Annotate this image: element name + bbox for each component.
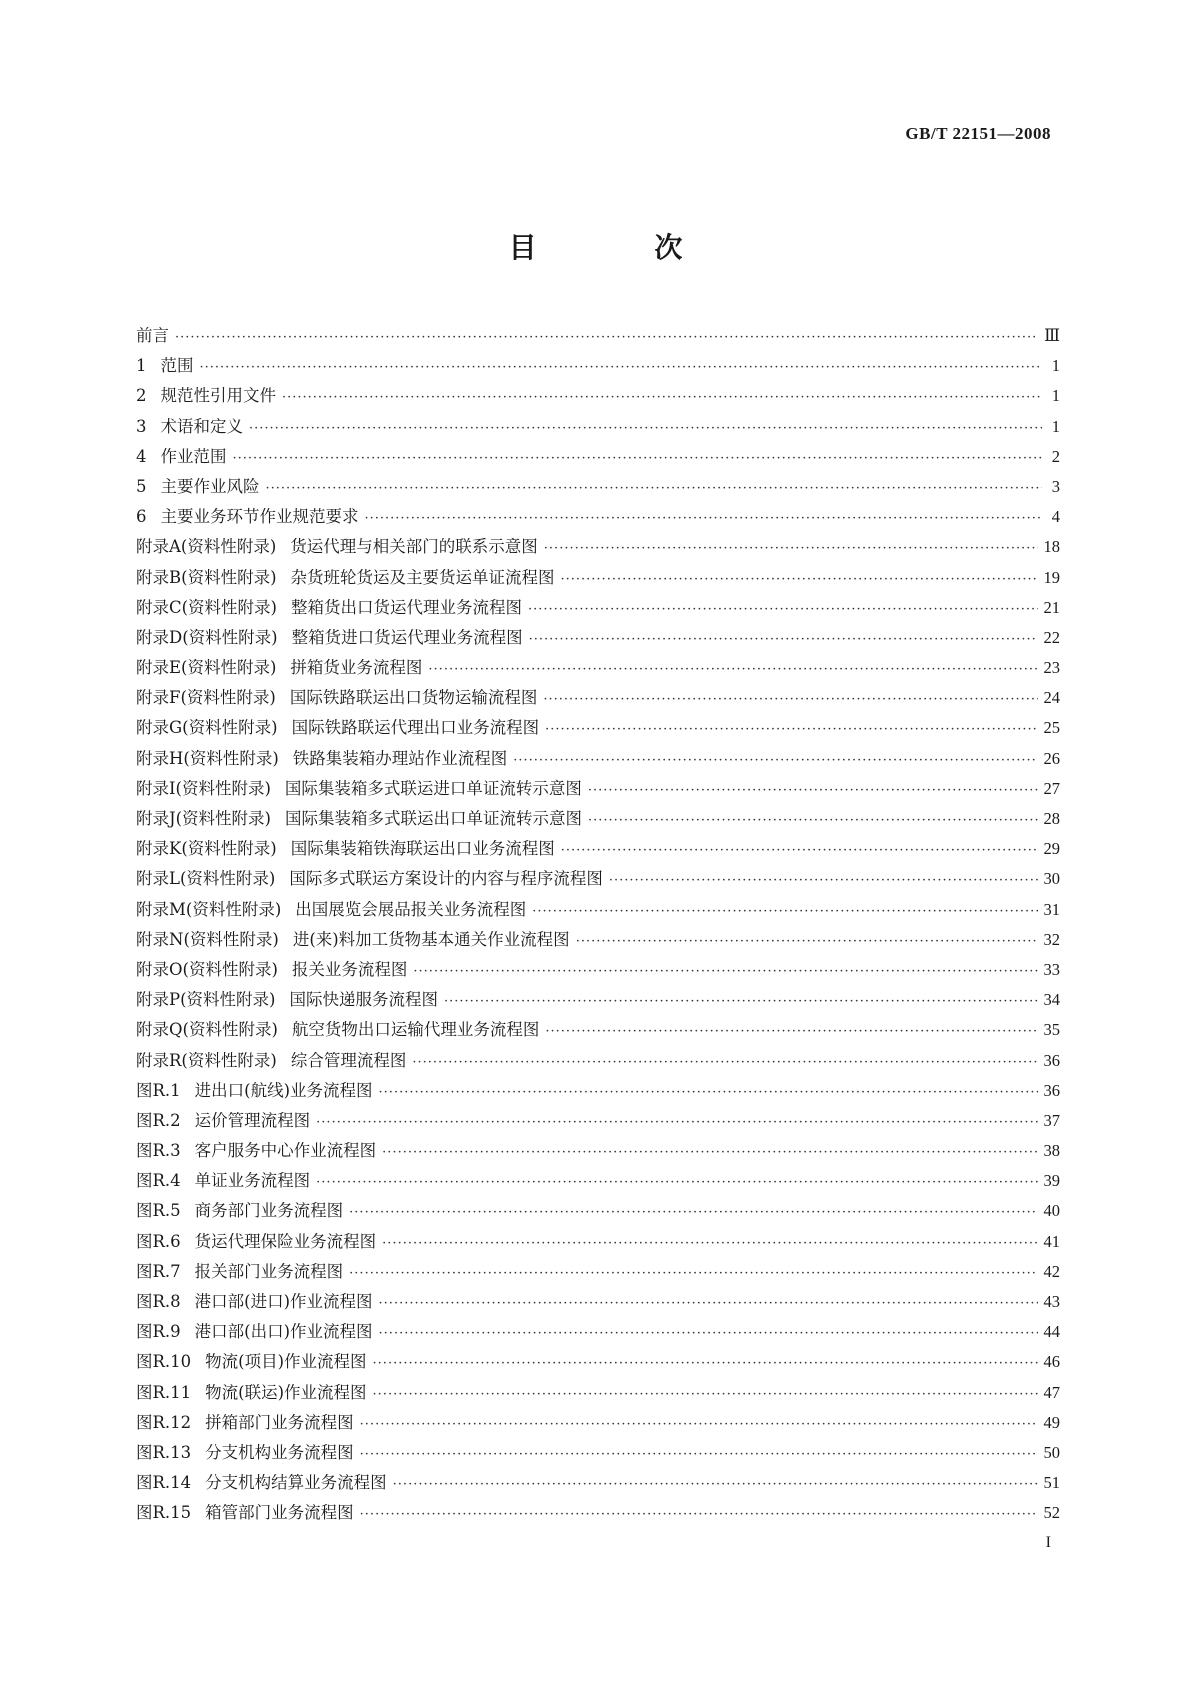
toc-entry-title: 进出口(航线)业务流程图 <box>194 1080 373 1100</box>
toc-entry-label <box>136 1409 354 1433</box>
toc-dot-leader <box>412 1055 1037 1070</box>
toc-entry[interactable] <box>136 956 1060 986</box>
toc-entry-label <box>136 564 555 588</box>
toc-entry-title: 物流(项目)作业流程图 <box>205 1352 367 1372</box>
toc-entry-label <box>136 413 243 437</box>
toc-entry-page: 2 <box>1051 446 1060 466</box>
toc-entry-label <box>136 1439 354 1463</box>
toc-entry-page: 29 <box>1043 839 1060 859</box>
toc-dot-leader <box>576 934 1038 949</box>
toc-entry[interactable] <box>136 1167 1060 1197</box>
toc-entry-page: 46 <box>1043 1352 1060 1372</box>
toc-entry[interactable] <box>136 986 1060 1016</box>
toc-entry-number: 图R.8 <box>136 1292 181 1311</box>
toc-entry-page: 23 <box>1043 658 1060 678</box>
toc-entry-number: 图R.14 <box>136 1473 192 1493</box>
toc-entry-label <box>136 1499 354 1523</box>
toc-entry-label <box>136 926 570 950</box>
toc-dot-leader <box>373 1356 1038 1371</box>
toc-entry-label <box>136 775 582 799</box>
toc-entry[interactable] <box>136 1137 1060 1167</box>
toc-entry[interactable] <box>136 896 1060 926</box>
toc-entry-page: 30 <box>1043 869 1060 889</box>
toc-entry-title: 规范性引用文件 <box>160 386 276 406</box>
toc-entry-page: 50 <box>1043 1442 1060 1462</box>
toc-entry-title: 单证业务流程图 <box>194 1171 311 1191</box>
toc-entry[interactable] <box>136 322 1060 352</box>
toc-entry-number: 3 <box>136 416 147 436</box>
toc-entry-page: 32 <box>1043 929 1060 949</box>
toc-entry-page: 25 <box>1043 718 1060 738</box>
toc-entry[interactable] <box>136 413 1060 443</box>
toc-entry-title: 国际铁路联运代理出口业务流程图 <box>291 718 540 738</box>
toc-entry-title: 货运代理保险业务流程图 <box>194 1231 377 1251</box>
toc-entry-label <box>136 473 260 497</box>
toc-dot-leader <box>532 904 1037 919</box>
toc-entry[interactable] <box>136 1348 1060 1378</box>
toc-entry-title: 航空货物出口运输代理业务流程图 <box>291 1020 540 1040</box>
toc-dot-leader <box>282 390 1042 405</box>
toc-dot-leader <box>545 722 1037 737</box>
toc-entry-number: 附录A(资料性附录) <box>136 537 277 557</box>
toc-entry-page: 31 <box>1043 899 1060 919</box>
toc-entry-label <box>136 896 526 920</box>
toc-entry[interactable] <box>136 1379 1060 1409</box>
toc-dot-leader <box>561 843 1038 858</box>
toc-entry[interactable] <box>136 684 1060 714</box>
toc-entry-label <box>136 1469 387 1493</box>
toc-entry-page: 1 <box>1051 416 1060 436</box>
toc-entry[interactable] <box>136 835 1060 865</box>
toc-entry-title: 拼箱货业务流程图 <box>290 658 423 678</box>
toc-entry[interactable] <box>136 1077 1060 1107</box>
toc-entry-number: 附录O(资料性附录) <box>136 959 278 979</box>
toc-entry-number: 附录I(资料性附录) <box>136 778 271 798</box>
toc-entry[interactable] <box>136 533 1060 563</box>
toc-entry[interactable] <box>136 443 1060 473</box>
toc-dot-leader <box>543 692 1037 707</box>
toc-entry-number: 图R.13 <box>136 1442 192 1462</box>
toc-entry[interactable] <box>136 473 1060 503</box>
toc-entry[interactable] <box>136 805 1060 835</box>
toc-entry-page: 44 <box>1043 1322 1060 1342</box>
toc-entry-title: 术语和定义 <box>160 416 243 436</box>
toc-entry-title: 出国展览会展品报关业务流程图 <box>295 899 527 919</box>
toc-dot-leader <box>379 1085 1038 1100</box>
toc-entry-number: 附录N(资料性附录) <box>136 929 279 949</box>
toc-entry-number: 图R.10 <box>136 1352 192 1372</box>
toc-entry-page: 43 <box>1043 1292 1060 1311</box>
toc-entry[interactable] <box>136 382 1060 412</box>
toc-entry-label <box>136 1288 373 1312</box>
toc-entry[interactable] <box>136 564 1060 594</box>
toc-entry-title: 国际快递服务流程图 <box>289 990 438 1010</box>
toc-entry[interactable] <box>136 1288 1060 1318</box>
toc-entry-title: 商务部门业务流程图 <box>194 1201 344 1221</box>
toc-entry-title: 整箱货出口货运代理业务流程图 <box>291 597 522 617</box>
toc-entry-title: 杂货班轮货运及主要货运单证流程图 <box>290 567 555 587</box>
toc-entry-label <box>136 1228 376 1252</box>
toc-entry[interactable] <box>136 1469 1060 1499</box>
toc-entry-page: 36 <box>1043 1050 1060 1070</box>
toc-entry-page: 21 <box>1043 597 1060 617</box>
toc-entry-title: 拼箱部门业务流程图 <box>205 1412 354 1432</box>
toc-entry-number: 附录B(资料性附录) <box>136 567 277 587</box>
toc-dot-leader <box>233 451 1043 466</box>
toc-entry-label <box>136 624 523 648</box>
toc-entry-label <box>136 594 522 618</box>
toc-entry-page: 27 <box>1043 778 1060 798</box>
toc-entry-label <box>136 1379 367 1403</box>
toc-entry-label <box>136 1016 539 1040</box>
toc-entry-label <box>136 714 539 738</box>
toc-dot-leader <box>373 1387 1038 1402</box>
toc-entry-label <box>136 1077 373 1101</box>
toc-entry-page: 22 <box>1043 627 1060 647</box>
page-title: 目 次 <box>508 231 737 264</box>
toc-entry[interactable] <box>136 654 1060 684</box>
toc-entry[interactable] <box>136 865 1060 895</box>
toc-dot-leader <box>379 1296 1038 1311</box>
toc-entry-page: 36 <box>1043 1080 1060 1100</box>
toc-entry-title: 箱管部门业务流程图 <box>205 1503 354 1523</box>
toc-dot-leader <box>393 1477 1038 1492</box>
toc-entry-title: 进(来)料加工货物基本通关作业流程图 <box>292 929 570 949</box>
toc-entry-number: 附录L(资料性附录) <box>136 869 276 889</box>
toc-dot-leader <box>175 330 1038 345</box>
toc-entry[interactable] <box>136 1409 1060 1439</box>
page-number: I <box>1045 1534 1051 1551</box>
toc-dot-leader <box>544 541 1038 556</box>
toc-entry[interactable] <box>136 352 1060 382</box>
toc-entry-title: 综合管理流程图 <box>290 1050 407 1070</box>
toc-entry-label <box>136 443 227 467</box>
toc-entry-number: 附录P(资料性附录) <box>136 990 276 1010</box>
toc-entry-title: 铁路集装箱办理站作业流程图 <box>292 748 508 768</box>
toc-entry-number: 图R.9 <box>136 1322 181 1342</box>
toc-entry-title: 报关业务流程图 <box>291 959 408 979</box>
toc-entry-number: 附录J(资料性附录) <box>136 809 271 828</box>
toc-dot-leader <box>360 1507 1038 1522</box>
toc-entry-label <box>136 986 438 1010</box>
toc-entry-label <box>136 956 407 980</box>
toc-dot-leader <box>588 813 1038 828</box>
toc-entry-page: 49 <box>1043 1412 1060 1432</box>
toc-entry-number: 图R.6 <box>136 1231 181 1251</box>
toc-dot-leader <box>379 1326 1038 1341</box>
toc-entry-title: 货运代理与相关部门的联系示意图 <box>290 537 538 557</box>
toc-entry-page: 3 <box>1051 476 1060 496</box>
toc-entry[interactable] <box>136 1107 1060 1137</box>
toc-dot-leader <box>360 1447 1038 1462</box>
toc-entry-label <box>136 654 422 678</box>
toc-entry-label <box>136 1348 367 1372</box>
toc-entry-title: 分支机构结算业务流程图 <box>205 1473 387 1493</box>
toc-entry-label <box>136 503 359 527</box>
toc-entry-number: 图R.12 <box>136 1412 192 1432</box>
toc-entry-number: 附录M(资料性附录) <box>136 899 282 919</box>
toc-entry-number: 附录E(资料性附录) <box>136 658 277 678</box>
toc-entry-number: 附录C(资料性附录) <box>136 597 277 617</box>
toc-entry-label <box>136 1197 343 1221</box>
toc-entry[interactable] <box>136 714 1060 744</box>
toc-dot-leader <box>316 1175 1037 1190</box>
toc-entry-label <box>136 322 169 346</box>
toc-entry-label <box>136 1318 373 1342</box>
toc-entry-number: 图R.15 <box>136 1503 192 1523</box>
toc-dot-leader <box>528 602 1038 617</box>
toc-entry-page: Ⅲ <box>1044 326 1060 345</box>
toc-entry-page: 39 <box>1043 1171 1060 1191</box>
toc-entry[interactable] <box>136 1016 1060 1046</box>
toc-entry-page: 1 <box>1051 386 1060 406</box>
toc-entry-page: 35 <box>1043 1020 1060 1040</box>
table-of-contents <box>136 322 1060 1530</box>
toc-entry[interactable] <box>136 1228 1060 1258</box>
toc-entry-page: 4 <box>1051 507 1060 527</box>
toc-entry-title: 整箱货进口货运代理业务流程图 <box>291 627 523 647</box>
toc-entry-label <box>136 1258 343 1282</box>
toc-entry-number: 图R.4 <box>136 1171 181 1191</box>
toc-dot-leader <box>360 1417 1038 1432</box>
toc-entry-number: 图R.5 <box>136 1201 181 1221</box>
toc-dot-leader <box>588 783 1038 798</box>
toc-entry-title: 主要作业风险 <box>160 476 260 496</box>
toc-entry-label <box>136 745 507 769</box>
toc-entry-number: 附录F(资料性附录) <box>136 688 276 708</box>
toc-entry-number: 附录G(资料性附录) <box>136 718 278 738</box>
toc-entry-page: 41 <box>1043 1231 1060 1251</box>
toc-entry-number: 5 <box>136 476 147 496</box>
toc-entry-title: 报关部门业务流程图 <box>194 1261 344 1281</box>
toc-dot-leader <box>249 421 1042 436</box>
toc-entry-number: 附录D(资料性附录) <box>136 627 278 647</box>
toc-entry-number: 附录Q(资料性附录) <box>136 1020 278 1040</box>
toc-entry-number: 图R.3 <box>136 1141 181 1161</box>
toc-dot-leader <box>382 1236 1037 1251</box>
toc-entry-title: 运价管理流程图 <box>194 1110 311 1130</box>
toc-entry-page: 40 <box>1043 1201 1060 1221</box>
toc-entry-number: 2 <box>136 386 147 406</box>
toc-dot-leader <box>365 511 1043 526</box>
toc-entry-page: 18 <box>1043 537 1060 557</box>
toc-entry-title: 国际集装箱多式联运出口单证流转示意图 <box>285 809 582 828</box>
toc-entry-label <box>136 805 582 829</box>
toc-entry-number: 4 <box>136 446 147 466</box>
toc-entry-label <box>136 835 555 859</box>
toc-entry-title: 物流(联运)作业流程图 <box>205 1382 367 1402</box>
toc-entry-page: 37 <box>1043 1110 1060 1130</box>
toc-entry-page: 38 <box>1043 1141 1060 1161</box>
toc-dot-leader <box>609 873 1038 888</box>
toc-entry-number: 6 <box>136 507 147 527</box>
toc-entry-page: 42 <box>1043 1261 1060 1281</box>
toc-entry[interactable] <box>136 745 1060 775</box>
toc-entry-page: 52 <box>1043 1503 1060 1523</box>
toc-entry-title: 前言 <box>136 326 169 345</box>
toc-entry-number: 图R.7 <box>136 1261 181 1281</box>
toc-entry-number: 图R.1 <box>136 1080 181 1100</box>
toc-entry[interactable] <box>136 1047 1060 1077</box>
toc-entry-label <box>136 382 276 406</box>
toc-dot-leader <box>413 964 1037 979</box>
toc-entry-page: 33 <box>1043 959 1060 979</box>
toc-entry-label <box>136 865 603 889</box>
toc-entry-page: 19 <box>1043 567 1060 587</box>
toc-entry-label <box>136 1107 310 1131</box>
toc-entry-number: 1 <box>136 356 147 376</box>
toc-entry-number: 附录K(资料性附录) <box>136 839 277 859</box>
toc-entry-page: 1 <box>1051 356 1060 376</box>
toc-entry-title: 港口部(进口)作业流程图 <box>194 1292 373 1311</box>
toc-entry-title: 国际集装箱多式联运进口单证流转示意图 <box>284 778 582 798</box>
toc-entry-label <box>136 1047 406 1071</box>
toc-entry-page: 24 <box>1043 688 1060 708</box>
toc-dot-leader <box>529 632 1038 647</box>
toc-entry-number: 图R.11 <box>136 1382 192 1402</box>
toc-entry-number: 附录R(资料性附录) <box>136 1050 277 1070</box>
toc-entry-title: 国际集装箱铁海联运出口业务流程图 <box>290 839 555 859</box>
toc-entry-title: 主要业务环节作业规范要求 <box>160 507 359 527</box>
toc-dot-leader <box>266 481 1043 496</box>
toc-entry-title: 客户服务中心作业流程图 <box>194 1141 377 1161</box>
toc-dot-leader <box>513 753 1037 768</box>
toc-dot-leader <box>545 1024 1037 1039</box>
toc-entry-page: 51 <box>1043 1473 1060 1493</box>
toc-dot-leader <box>316 1115 1037 1130</box>
toc-entry[interactable] <box>136 1258 1060 1288</box>
toc-entry-title: 国际铁路联运出口货物运输流程图 <box>289 688 538 708</box>
standard-code: GB/T 22151—2008 <box>905 124 1051 143</box>
toc-entry-page: 28 <box>1043 809 1060 828</box>
toc-entry[interactable] <box>136 1318 1060 1348</box>
toc-entry-number: 附录H(资料性附录) <box>136 748 279 768</box>
toc-entry[interactable] <box>136 503 1060 533</box>
toc-entry[interactable] <box>136 926 1060 956</box>
toc-dot-leader <box>200 360 1043 375</box>
toc-entry-title: 作业范围 <box>160 446 227 466</box>
toc-entry-label <box>136 352 194 376</box>
toc-entry[interactable] <box>136 1499 1060 1529</box>
toc-entry-label <box>136 684 537 708</box>
toc-entry-label <box>136 1167 310 1191</box>
toc-entry-page: 26 <box>1043 748 1060 768</box>
toc-entry-title: 港口部(出口)作业流程图 <box>194 1322 373 1342</box>
toc-entry-page: 47 <box>1043 1382 1060 1402</box>
toc-entry[interactable] <box>136 1197 1060 1227</box>
toc-dot-leader <box>444 994 1038 1009</box>
toc-entry[interactable] <box>136 775 1060 805</box>
toc-entry-page: 34 <box>1043 990 1060 1010</box>
toc-entry-title: 分支机构业务流程图 <box>205 1442 354 1462</box>
toc-entry-label <box>136 1137 376 1161</box>
toc-entry-label <box>136 533 538 557</box>
toc-dot-leader <box>561 572 1038 587</box>
toc-entry[interactable] <box>136 624 1060 654</box>
toc-dot-leader <box>428 662 1037 677</box>
toc-entry-title: 国际多式联运方案设计的内容与程序流程图 <box>289 869 603 889</box>
toc-dot-leader <box>349 1205 1037 1220</box>
toc-entry[interactable] <box>136 594 1060 624</box>
toc-entry-title: 范围 <box>160 356 194 376</box>
toc-dot-leader <box>382 1145 1037 1160</box>
toc-entry-number: 图R.2 <box>136 1110 181 1130</box>
toc-dot-leader <box>349 1266 1037 1281</box>
toc-entry[interactable] <box>136 1439 1060 1469</box>
